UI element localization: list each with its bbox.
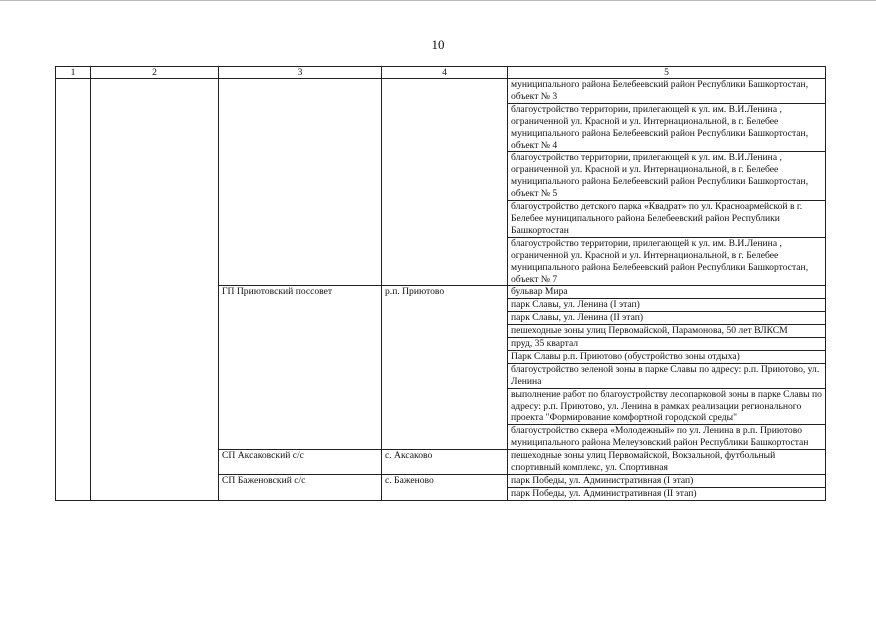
header-col-1: 1 <box>56 67 91 79</box>
object-cell: парк Победы, ул. Административная (II этап) <box>508 487 826 500</box>
object-cell: пруд, 35 квартал <box>508 338 826 351</box>
data-table <box>55 66 826 501</box>
header-col-4: 4 <box>382 67 508 79</box>
settlement-cell: СП Баженовский с/с <box>219 475 382 501</box>
table-row <box>56 79 826 104</box>
col1-cell <box>56 79 91 501</box>
settlement-cell: ГП Приютовский поссовет <box>219 286 382 450</box>
object-cell: парк Победы, ул. Административная (I этап) <box>508 475 826 488</box>
object-cell: благоустройство территории, прилегающей к ул. им. В.И.Ленина , ограниченной ул. Красной и ул. Интернациональной, в г. Белебее муниципального района Белебеевский район Республики Башкортостан, объект № 7 <box>508 237 826 286</box>
col2-cell <box>91 79 219 501</box>
object-cell: Парк Славы р.п. Приютово (обустройство зоны отдыха) <box>508 350 826 363</box>
top-rule <box>0 0 876 1</box>
object-cell: выполнение работ по благоустройству лесопарковой зоны в парке Славы по адресу: р.п. Приютово, ул. Ленина в рамках реализации регионального проекта "Формирование комфортной городской среды" <box>508 388 826 425</box>
locality-cell: с. Баженово <box>382 475 508 501</box>
locality-cell: с. Аксаково <box>382 450 508 475</box>
page-number: 10 <box>431 37 445 52</box>
header-col-2: 2 <box>91 67 219 79</box>
object-cell: благоустройство территории, прилегающей к ул. им. В.И.Ленина , ограниченной ул. Красной и ул. Интернациональной, в г. Белебее муниципального района Белебеевский район Республики Башкортостан, объект № 4 <box>508 103 826 152</box>
header-col-5: 5 <box>508 67 826 79</box>
object-cell: муниципального района Белебеевский район Республики Башкортостан, объект № 3 <box>508 79 826 104</box>
header-col-3: 3 <box>219 67 382 79</box>
object-cell: благоустройство зеленой зоны в парке Славы по адресу: р.п. Приютово, ул. Ленина <box>508 363 826 388</box>
object-cell: благоустройство территории, прилегающей к ул. им. В.И.Ленина , ограниченной ул. Красной и ул. Интернациональной, в г. Белебее муниципального района Белебеевский район Республики Башкортостан, объект № 5 <box>508 152 826 201</box>
settlement-cell: СП Аксаковский с/с <box>219 450 382 475</box>
object-cell: благоустройство сквера «Молодежный» по ул. Ленина в р.п. Приютово муниципального района Мелеузовский район Республики Башкортостан <box>508 425 826 450</box>
object-cell: благоустройство детского парка «Квадрат» по ул. Красноармейской в г. Белебее муниципального района Белебеевский район Республики Башкортостан <box>508 201 826 238</box>
locality-cell: р.п. Приютово <box>382 286 508 450</box>
locality-cell <box>382 79 508 286</box>
object-cell: пешеходные зоны улиц Первомайской, Парамонова, 50 лет ВЛКСМ <box>508 325 826 338</box>
settlement-cell <box>219 79 382 286</box>
object-cell: пешеходные зоны улиц Первомайской, Вокзальной, футбольный спортивный комплекс, ул. Спортивная <box>508 450 826 475</box>
header-row <box>56 67 826 79</box>
object-cell: парк Славы, ул. Ленина (I этап) <box>508 299 826 312</box>
object-cell: бульвар Мира <box>508 286 826 299</box>
object-cell: парк Славы, ул. Ленина (II этап) <box>508 312 826 325</box>
